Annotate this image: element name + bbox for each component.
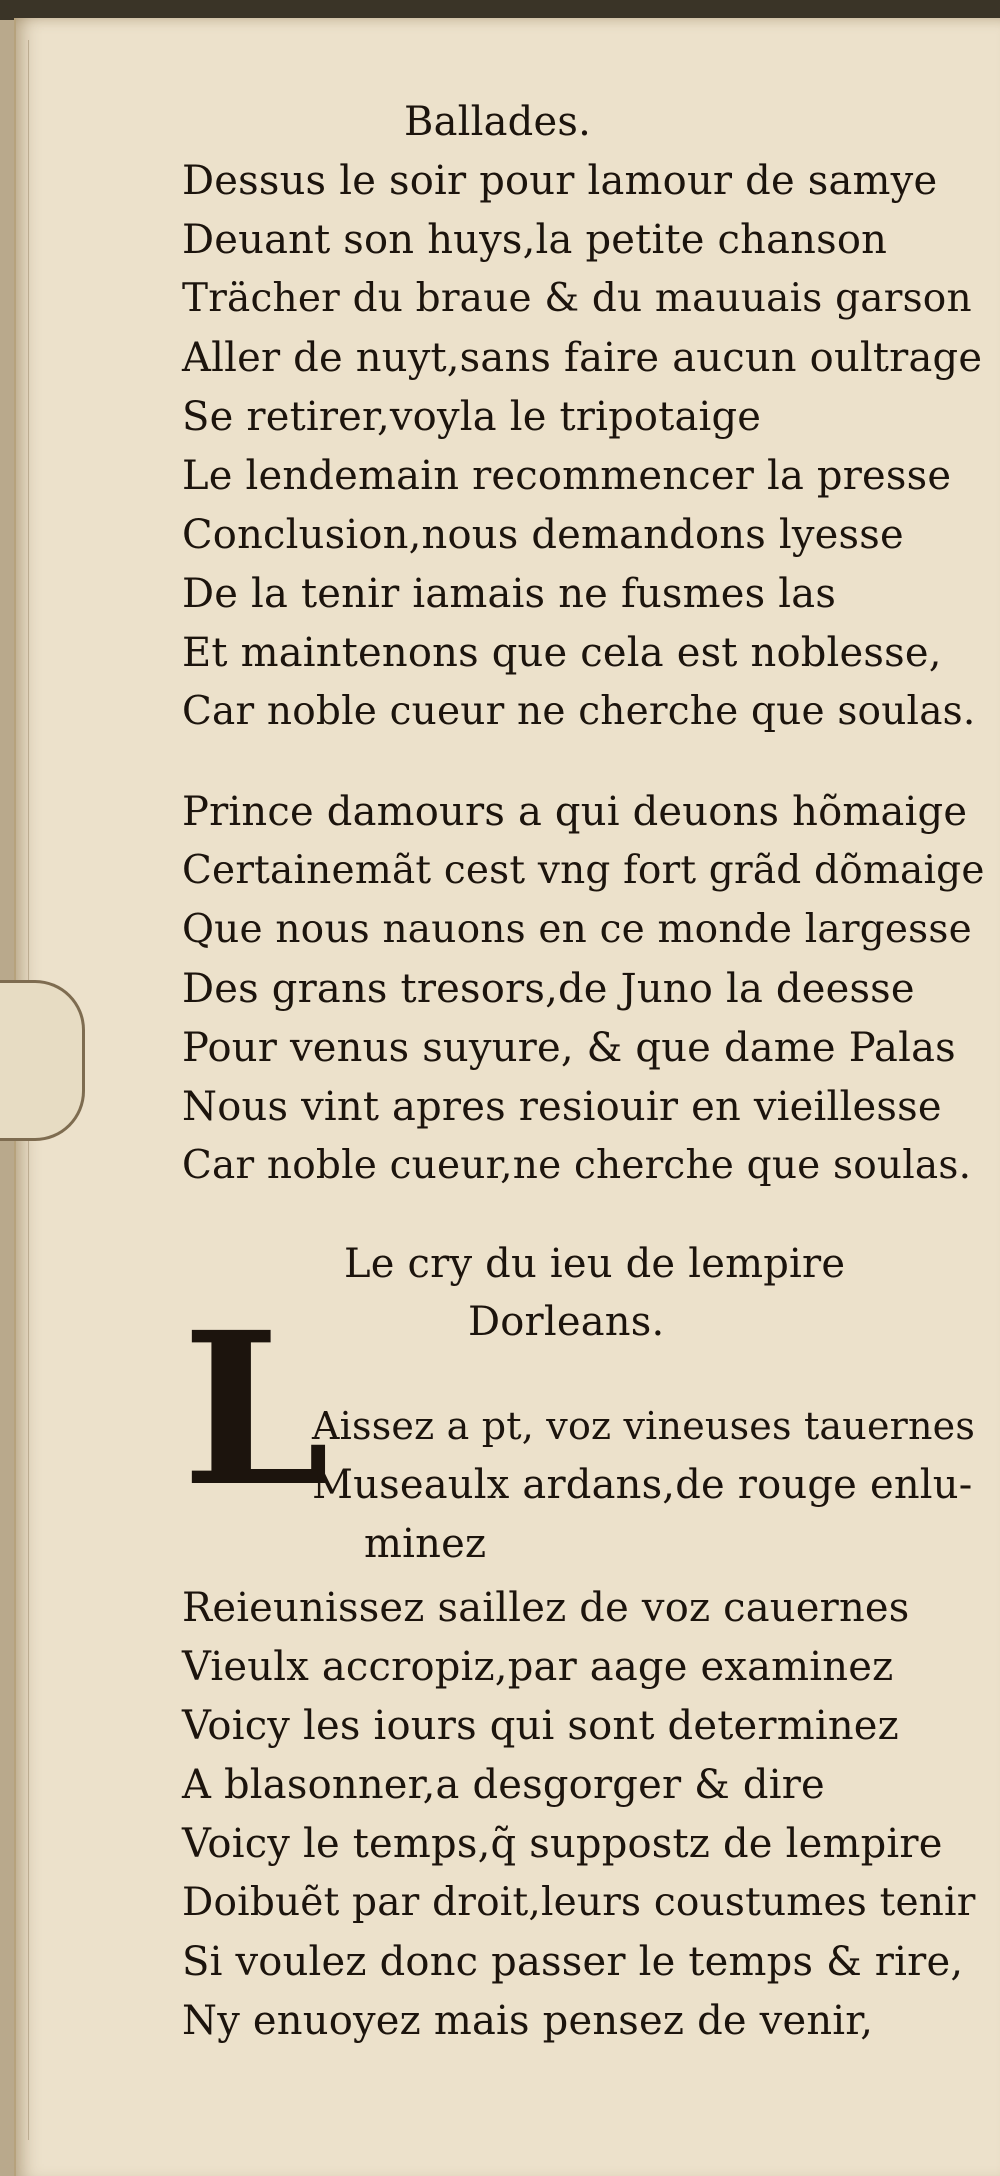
verse-line: Le lendemain recommencer la presse bbox=[182, 453, 952, 499]
section-subtitle: Dorleans. bbox=[468, 1299, 665, 1345]
verse-line: Voicy les iours qui sont determinez bbox=[182, 1703, 899, 1749]
verse-line: A blasonner,a desgorger & dire bbox=[182, 1762, 825, 1808]
verse-line: Reieunissez saillez de voz cauernes bbox=[182, 1585, 910, 1631]
verse-line: Prince damours a qui deuons hõmaige bbox=[182, 789, 968, 835]
verse-line: Pour venus suyure, & que dame Palas bbox=[182, 1025, 956, 1071]
verse-line: minez bbox=[364, 1521, 487, 1567]
verse-line: Si voulez donc passer le temps & rire, bbox=[182, 1939, 964, 1985]
verse-line: Certainemãt cest vng fort grãd dõmaige bbox=[182, 848, 985, 893]
verse-line: Aissez a pt, voz vineuses tauernes bbox=[312, 1404, 976, 1448]
verse-line: Des grans tresors,de Juno la deesse bbox=[182, 966, 915, 1012]
verse-line: Dessus le soir pour lamour de samye bbox=[182, 158, 938, 204]
verse-line: Car noble cueur ne cherche que soulas. bbox=[182, 689, 976, 734]
verse-line: Se retirer,voyla le tripotaige bbox=[182, 394, 762, 440]
verse-line: Et maintenons que cela est noblesse, bbox=[182, 630, 942, 676]
drop-capital: L bbox=[182, 1286, 330, 1533]
verse-line: Ny enuoyez mais pensez de venir, bbox=[182, 1998, 874, 2044]
verse-line: Voicy le temps,q̃ suppostz de lempire bbox=[182, 1821, 943, 1867]
verse-line: Trächer du braue & du mauuais garson bbox=[182, 276, 972, 321]
verse-line: Vieulx accropiz,par aage examinez bbox=[182, 1644, 894, 1690]
verse-line: Que nous nauons en ce monde largesse bbox=[182, 907, 972, 952]
top-edge-shadow bbox=[0, 0, 1000, 20]
verse-line: Nous vint apres resiouir en vieillesse bbox=[182, 1084, 942, 1130]
verse-line: Doibuẽt par droit,leurs coustumes tenir bbox=[182, 1880, 976, 1925]
running-header: Ballades. bbox=[404, 99, 591, 145]
verse-line: Car noble cueur,ne cherche que soulas. bbox=[182, 1143, 972, 1188]
verse-line: Aller de nuyt,sans faire aucun oultrage bbox=[182, 335, 983, 381]
verse-line: Conclusion,nous demandons lyesse bbox=[182, 512, 904, 558]
page-tab bbox=[0, 980, 85, 1141]
verse-line: De la tenir iamais ne fusmes las bbox=[182, 571, 837, 617]
section-title: Le cry du ieu de lempire bbox=[344, 1241, 846, 1287]
verse-line: Deuant son huys,la petite chanson bbox=[182, 217, 888, 263]
verse-line: Museaulx ardans,de rouge enlu- bbox=[312, 1462, 973, 1508]
